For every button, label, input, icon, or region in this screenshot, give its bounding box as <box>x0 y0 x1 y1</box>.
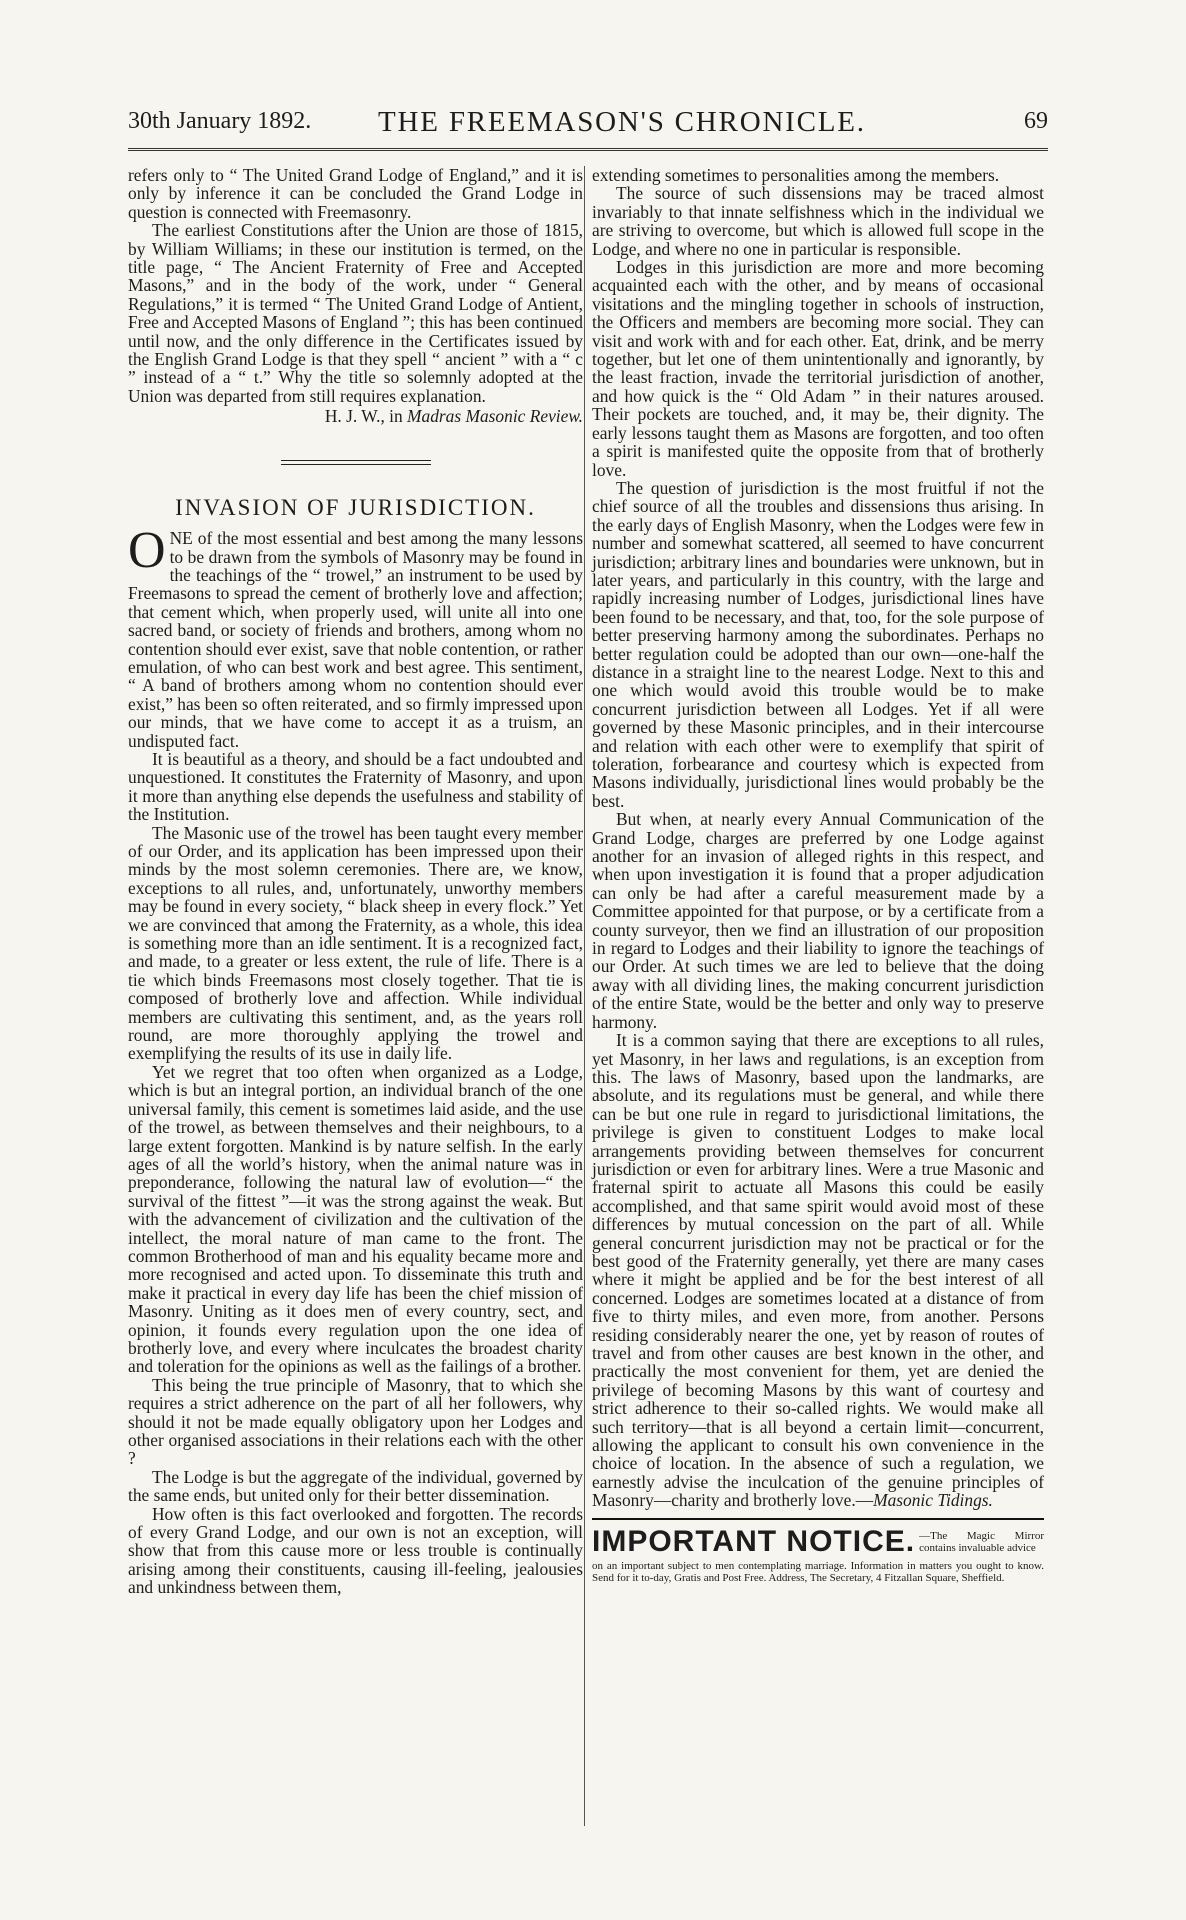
paragraph: The earliest Constitutions after the Union are those of 1815, by William Williams; in these our institution is termed, on the title page, “ The Ancient Fraternity of Free and Accepted Masons,” and in the body of the work, under “ General Regulations,” it is termed “ The United Grand Lodge of Antient, Free and Accepted Masons of England ”; this has been continued until now, and the only difference in the Certificates issued by the English Grand Lodge is that they spell “ ancient ” with a “ c ” instead of a “ t.” Why the title so solemnly adopted at the Union was departed from still requires explanation. <box>128 220 583 406</box>
attribution <box>128 407 583 425</box>
paragraph: It is a common saying that there are exceptions to all rules, yet Masonry, in her laws and regulations, is an exception from this. The laws of Masonry, based upon the landmarks, are absolute, and its regulations must be general, and while there can be but one rule in regard to jurisdictional limitations, the privilege is given to constituent Lodges to make local arrangements providing between themselves for concurrent jurisdiction or even for arbitrary lines. Were a true Masonic and fraternal spirit to actuate all Masons this could be easily accomplished, and that same spirit would avoid most of these differences by mutual concession on the part of all. While general concurrent jurisdiction may not be practical or for the best good of the Fraternity generally, yet there are many cases where it might be applied and be for the best interest of all concerned. Lodges are sometimes located at a distance of from five to thirty miles, and even more, from another. Persons residing considerably nearer the one, yet by reason of routes of travel and from other causes are best known in the other, and practically the most convenient for them, yet are denied the privilege of becoming Masons by this want of courtesy and strict adherence to their so-called rights. We would make all such territory—that is all beyond a certain limit—concurrent, allowing the applicant to consult his own convenience in the choice of location. In the absence of such a regulation, we earnestly advise the inculcation of the genuine principles of Masonry—charity and brotherly love.—Masonic Tidings. <box>592 1030 1044 1511</box>
paragraph: refers only to “ The United Grand Lodge of England,” and it is only by inference it can be concluded the Grand Lodge in question is connected with Freemasonry. <box>128 165 583 222</box>
publication-title: THE FREEMASON'S CHRONICLE. <box>378 106 866 138</box>
notice-heading: IMPORTANT NOTICE. <box>592 1524 916 1558</box>
paragraph: The Lodge is but the aggregate of the individual, governed by the same ends, but united only for their better dissemination. <box>128 1466 583 1506</box>
advertisement-notice <box>592 1526 1044 1558</box>
left-column <box>128 166 583 1597</box>
paragraph-text: NE of the most essential and best among the many lessons to be drawn from the symbols of Masonry may be found in the teachings of the “ trowel,” an instrument to be used by Freemasons to spread the cement of brotherly love and affection; that cement which, when properly used, will unite all into one sacred band, or society of friends and brothers, among whom no contention should ever exist, save that noble contention, or rather emulation, of who can best work and best agree. This sentiment, “ A band of brothers among whom no contention should ever exist,” has been so often reiterated, and so firmly impressed upon our minds, that we have come to accept it as a truism, an undisputed fact. <box>128 528 583 751</box>
issue-date: 30th January 1892. <box>128 108 312 134</box>
page-number: 69 <box>1024 108 1048 134</box>
column-rule <box>584 166 585 1826</box>
paragraph: extending sometimes to personalities among the members. <box>592 165 1000 185</box>
paragraph-text: It is a common saying that there are exceptions to all rules, yet Masonry, in her laws and regulations, is an exception from this. The laws of Masonry, based upon the landmarks, are absolute, and its regulations must be general, and while there can be but one rule in regard to jurisdictional limitations, the privilege is given to constituent Lodges to make local arrangements providing between themselves for concurrent jurisdiction or even for arbitrary lines. Were a true Masonic and fraternal spirit to actuate all Masons this could be easily accomplished, and that same spirit would avoid most of these differences by mutual concession on the part of all. While general concurrent jurisdiction may not be practical or for the best good of the Fraternity generally, yet there are many cases where it might be applied and be for the best interest of all concerned. Lodges are sometimes located at a distance of from five to thirty miles, and even more, from another. Persons residing considerably nearer the one, yet by reason of routes of travel and from other causes are best known in the other, and practically the most convenient for them, yet are denied the privilege of becoming Masons by this want of courtesy and strict adherence to their so-called rights. We would make all such territory—that is all beyond a certain limit—concurrent, allowing the applicant to consult his own convenience in the choice of location. In the absence of such a regulation, we earnestly advise the inculcation of the genuine principles of Masonry—charity and brotherly love. <box>592 1030 1044 1511</box>
paragraph <box>128 522 583 751</box>
notice-divider <box>592 1518 1044 1520</box>
notice-body-text: on an important subject to men contemplating marriage. Information in matters you ought to know. Send for it to-day, Gratis and Post Free. Address, The Secretary, 4 Fitzallan Square, Sheffield. <box>592 1559 1044 1584</box>
drop-cap: O <box>128 522 166 580</box>
paragraph: The source of such dissensions may be traced almost invariably to that innate selfishness which in the individual we are striving to overcome, but which is allowed full scope in the Lodge, and where no one in particular is responsible. <box>592 183 1044 259</box>
paragraph: How often is this fact overlooked and forgotten. The records of every Grand Lodge, and our own is not an exception, will show that from this cause more or less trouble is continually arising among their constituents, causing ill-feeling, jealousies and unkindness between them, <box>128 1503 583 1598</box>
paragraph: This being the true principle of Masonry, that to which she requires a strict adherence on the part of all her followers, why should it not be made equally obligatory upon her Lodges and other organised associations in their relations each with the other ? <box>128 1374 583 1469</box>
paragraph: The Masonic use of the trowel has been taught every member of our Order, and its application has been impressed upon their minds by the most solemn ceremonies. There are, we know, exceptions to all rules, and, unfortunately, unworthy members may be found in every society, “ black sheep in every flock.” Yet we are convinced that among the Fraternity, as a whole, this idea is something more than an idle sentiment. It is a recognized fact, and made, to a greater or less extent, the rule of life. There is a tie which binds Freemasons most closely together. That tie is composed of brotherly love and affection. While individual members are cultivating this sentiment, and, as the years roll round, are more thoroughly applying the trowel and exemplifying the results of its use in daily life. <box>128 822 583 1064</box>
attribution-source: Madras Masonic Review. <box>407 406 583 427</box>
article-title: INVASION OF JURISDICTION. <box>175 494 536 520</box>
paragraph: Lodges in this jurisdiction are more and more becoming acquainted each with the other, and by means of occasional visitations and the mingling together in schools of instruction, the Officers and members are becoming more social. They can visit and work with and for each other. Eat, drink, and be merry together, but let one of them unintentionally and ignorantly, by the least fraction, invade the territorial jurisdiction of another, and how quick is the “ Old Adam ” in their natures aroused. Their pockets are touched, and, it may be, their dignity. The early lessons taught them as Masons are forgotten, and too often a spirit is manifested quite the opposite from that of brotherly love. <box>592 257 1044 480</box>
page-header <box>128 108 1048 151</box>
paragraph: The question of jurisdiction is the most fruitful if not the chief source of all the troubles and dissensions thus arising. In the early days of English Masonry, when the Lodges were few in number and somewhat scattered, all seemed to have concurrent jurisdiction; arbitrary lines and boundaries were unknown, but in later years, and particularly in this country, with the large and rapidly increasing number of Lodges, jurisdictional lines have been found to be necessary, and that, too, for the sole purpose of better preserving harmony among the subordinates. Perhaps no better regulation could be adopted than our own—one-half the distance in a straight line to the nearest Lodge. Next to this and one which would avoid this trouble would be to make concurrent jurisdiction between all Lodges. Yet if all were governed by these Masonic principles, and in their intercourse and relation with each other were to exemplify that spirit of toleration, forbearance and courtesy which is expected from Masons individually, jurisdictional lines would probably be the best. <box>592 477 1044 811</box>
paragraph: But when, at nearly every Annual Communication of the Grand Lodge, charges are preferred by one Lodge against another for an invasion of alleged rights in this respect, and when upon investigation it is found that a proper adjudication can only be had after a careful measurement made by a Committee appointed for that purpose, or by a certificate from a county surveyor, then we find an illustration of our proposition in regard to Lodges and their liability to ignore the teachings of our Order. At such times we are led to believe that the doing away with all dividing lines, the making concurrent jurisdiction of the entire State, would be the better and only way to preserve harmony. <box>592 809 1044 1032</box>
paragraph: It is beautiful as a theory, and should be a fact undoubted and unquestioned. It constitutes the Fraternity of Masonry, and upon it more than anything else depends the usefulness and stability of the Institution. <box>128 748 583 825</box>
paragraph: Yet we regret that too often when organized as a Lodge, which is but an integral portion, an individual branch of the one universal family, this cement is sometimes laid aside, and the use of the trowel, as between themselves and their neighbours, to a large extent forgotten. Mankind is by nature selfish. In the early ages of all the world’s history, when the animal nature was in preponderance, following the natural law of evolution—“ the survival of the fittest ”—it was the strong against the weak. But with the advancement of civilization and the cultivation of the intellect, the moral nature of man came to the front. The common Brotherhood of man and his equality became more and more recognised and acted upon. To disseminate this truth and make it practical in every day life has been the chief mission of Masonry. Uniting as it does men of every country, sect, and opinion, it founds every regulation upon the one idea of brotherly love, and every where inculcates the broadest charity and toleration for the opinions as well as the failings of a brother. <box>128 1061 583 1377</box>
section-divider <box>281 460 431 465</box>
right-column <box>592 166 1044 1584</box>
notice-lead-text: —The Magic Mirror contains invaluable advice <box>919 1529 1044 1554</box>
attribution-author: H. J. W., in <box>324 406 403 427</box>
closing-source: Masonic Tidings. <box>873 1490 993 1511</box>
